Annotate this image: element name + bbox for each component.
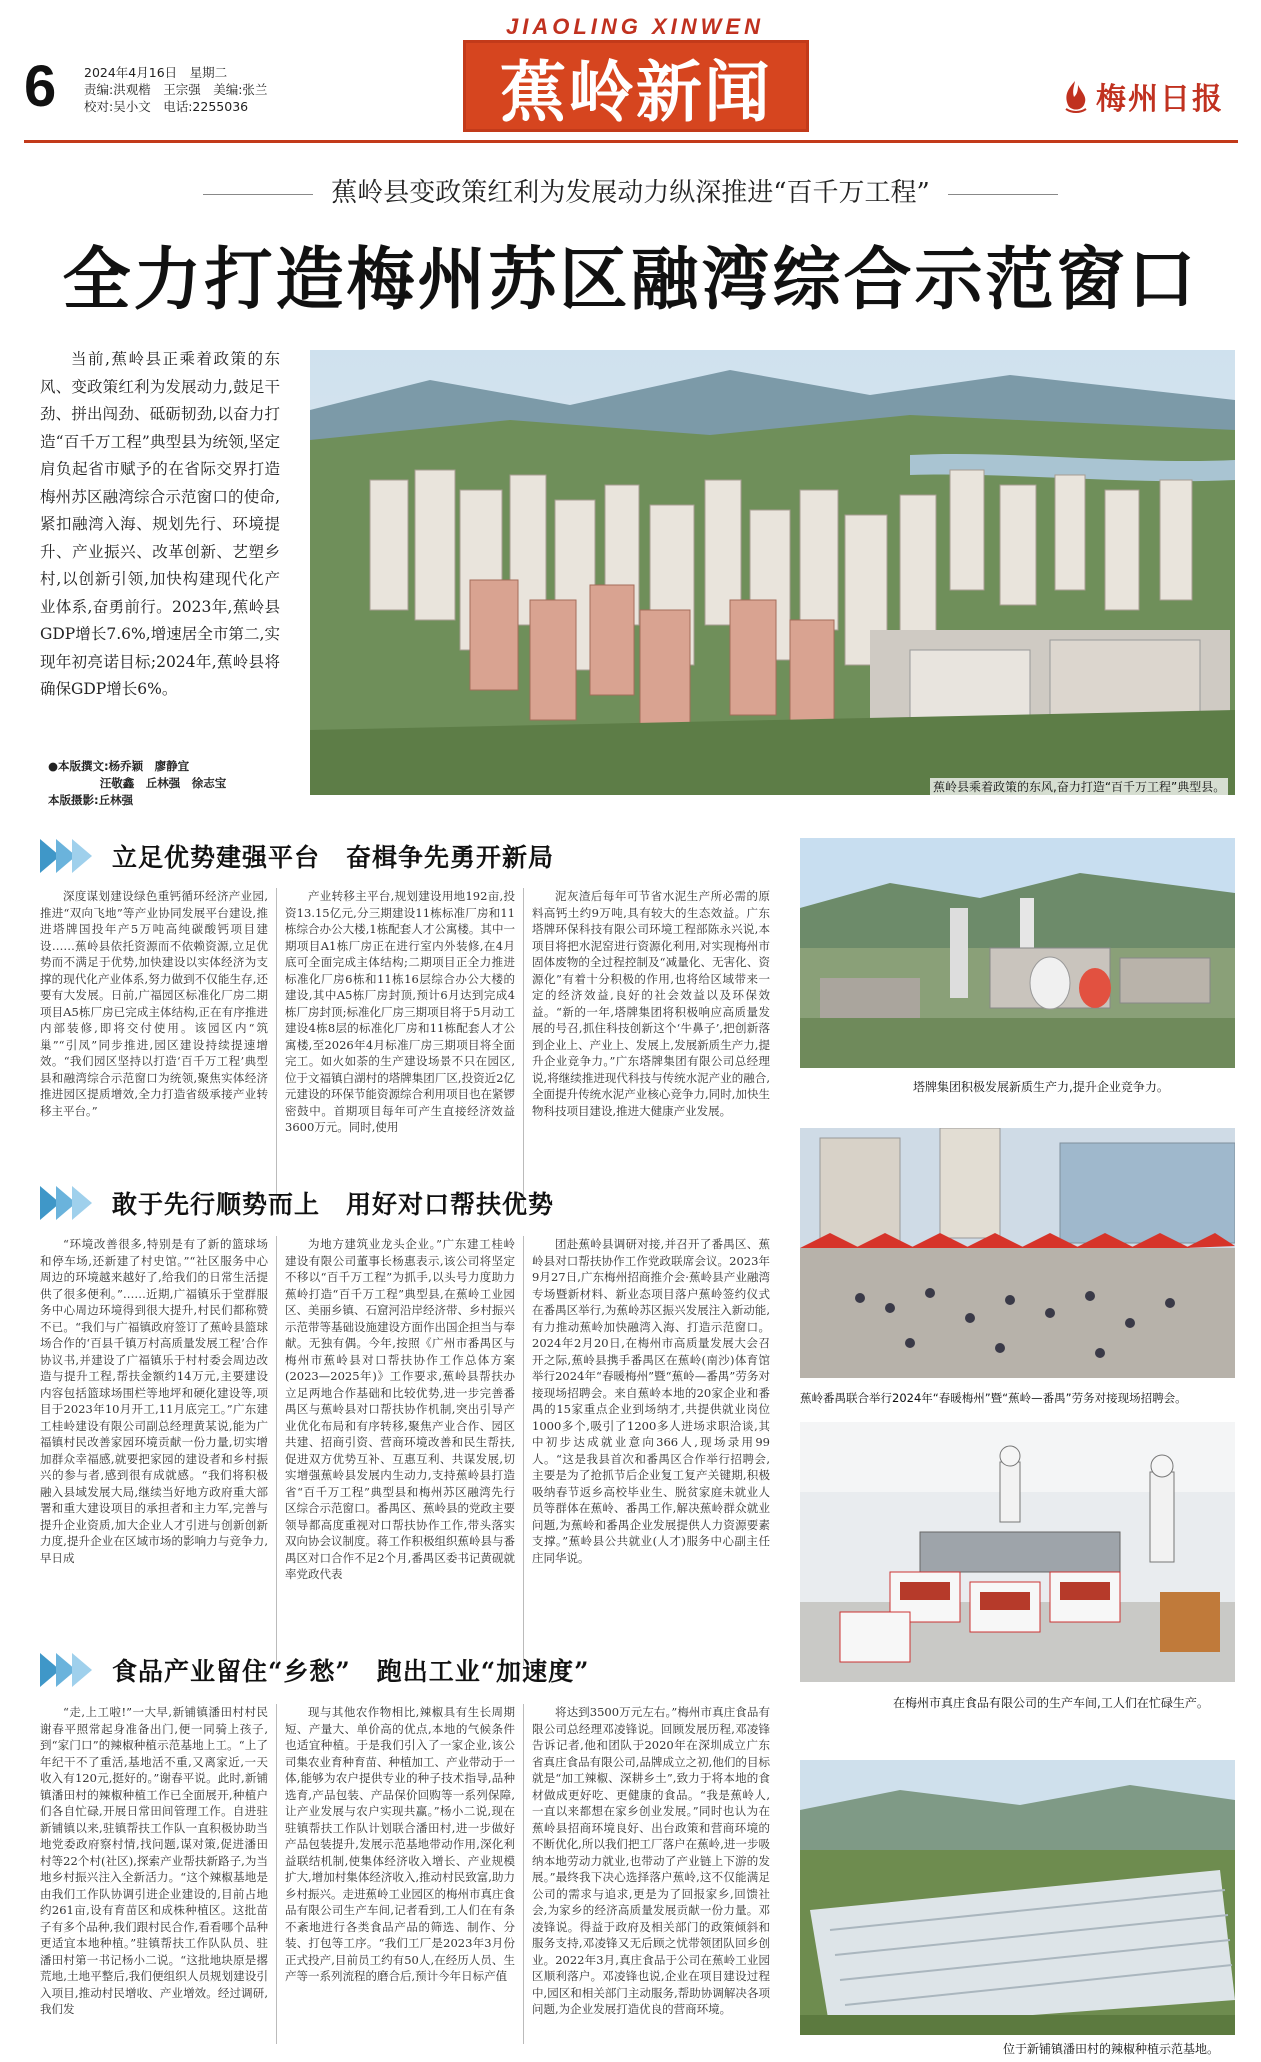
credit-line: 本版摄影:丘林强 [48,793,134,807]
section-3-column-1: “走,上工啦!”一大早,新铺镇潘田村村民谢春平照常起身准备出门,便一同骑上孩子,到“家门口”的辣椒种植示范基地上工。“上了年纪干不了重活,基地活不重,又离家近,一天收入有120元,挺好的。”谢春平说。此时,新铺镇潘田村的辣椒种植工作已全面展开,种植户们各自忙碌,开展日常田间管理工作。自进驻新铺镇以来,驻镇帮扶工作队一直积极协助当地党委政府察村情,找问题,谋对策,促进潘田村等22个村(社区),探索产业帮扶新路子,为当地乡村振兴注入全新活力。“这个辣椒基地是由我们工作队协调引进企业建设的,目前占地约261亩,设有育苗区和成株种植区。这批苗子有多个品种,我们跟村民合作,看看哪个品种更适宜本地种植。”驻镇帮扶工作队队员、驻潘田村第一书记杨小二说。“这批地块原是撂荒地,土地平整后,我们便组织人员规划建设引入项目,推动村民增收、产业增效。经过调研,我们发 [40,1705,268,2016]
column-divider [276,1236,277,1666]
paper-logo [1060,74,1224,118]
section-title: 食品产业留住“乡愁” 跑出工业“加速度” [112,1657,590,1686]
farmland-image [800,1760,1235,2035]
chili-base-photo [800,1760,1235,2035]
section-3-column-2: 现与其他农作物相比,辣椒具有生长周期短、产量大、单价高的优点,本地的气候条件也适宜种植。于是我们引入了一家企业,该公司集农业育种育苗、种植加工、产业带动于一体,能够为农户提供专业的种子技术指导,品种选育,产品包装、产品保价回购等一系列保障,让产业发展与农户实现共赢。”杨小二说,现在驻镇帮扶工作队计划联合潘田村,进一步做好产品包装提升,发展示范基地带动作用,深化利益联结机制,使集体经济收入增长、产业规模扩大,增加村集体经济收入,推动村民致富,助力乡村振兴。走进蕉岭工业园区的梅州市真庄食品有限公司生产车间,记者看到,工人们在有条不紊地进行各类食品产品的筛选、制作、分装、打包等工序。“我们工厂是2023年3月份正式投产,目前员工约有50人,在经历人员、生产等一系列流程的磨合后,预计今年日标产值 [285,1705,515,1983]
column-divider [523,1704,524,2044]
article-kicker: 蕉岭县变政策红利为发展动力纵深推进“百千万工程” [0,172,1261,209]
article-headline: 全力打造梅州苏区融湾综合示范窗口 [62,240,1199,320]
section-header-1 [40,838,554,874]
section-2-column-1: “环境改善很多,特别是有了新的篮球场和停车场,还新建了村史馆。”“社区服务中心周边的环境越来越好了,给我们的日常生活提供了很多便利。”……近期,广福镇乐于堂群服务中心周边环境得到很大提升,村民们都称赞不已。“我们与广福镇政府签订了蕉岭县篮球场合作的‘百县千镇万村高质量发展工程’合作协议书,并建设了广福镇乐于村村委会周边改造与提升工程,帮扶金额约14万元,主要建设内容包括篮球场围栏等地坪和硬化建设等,项目于2023年10月开工,11月底完工。”广东建工桂岭建设有限公司副总经理黄某说,能为广福镇村民改善家园环境贡献一份力量,切实增加群众幸福感,就要把家园的建设者和乡村振兴的参与者,感到很有成就感。“我们将积极融入县域发展大局,继续当好地方政府重大部署和重大建设项目的承担者和主力军,完善与提升企业资质,加大企业人才引进与创新创新力度,提升企业在区域市场的影响力与竞争力,早日成 [40,1237,268,1565]
main-photo-caption: 蕉岭县乘着政策的东风,奋力打造“百千万工程”典型县。 [930,778,1228,795]
section-1-column-1: 深度谋划建设绿色重钙循环经济产业园,推进“双向飞地”等产业协同发展平台建设,推进塔牌国投年产5万吨高纯碳酸钙项目建设……蕉岭县依托资源而不依赖资源,立足优势而不满足于优势,加快建设以实体经济为支撑的现代化产业体系,努力做到不仅能生存,还要有大发展。日前,广福园区标准化厂房二期项目A5栋厂房已完成主体结构,正在有序推进内部装修,即将交付使用。该园区内“筑巢”“引凤”同步推进,园区建设持续提速增效。“我们园区坚持以打造‘百千万工程’典型县和融湾综合示范窗口为统领,聚焦实体经济推进园区提质增效,全力打造省级承接产业转移主平台。” [40,889,268,1118]
flame-logo-icon [1060,79,1090,113]
column-divider [523,1236,524,1666]
column-divider [276,1704,277,2044]
section-1-column-3: 泥灰渣后每年可节省水泥生产所必需的原料高钙土约9万吨,具有较大的生态效益。广东塔牌环保科技有限公司环境工程部陈永兴说,本项目将把水泥窑进行资源化利用,对实现梅州市固体废物的全过程控制及“减量化、无害化、资源化”有着十分积极的作用,也将给区域带来一定的经济效益,良好的社会效益以及环保效益。“新的一年,塔牌集团将积极响应高质量发展的号召,抓住科技创新这个‘牛鼻子’,把创新落到企业上、产业上、发展上,发展新质生产力,提升企业竞争力。”广东塔牌集团有限公司总经理说,将继续推进现代科技与传统水泥产业的融合,全面提升传统水泥产业核心竞争力,同时,加快生物科技项目建设,推进大健康产业发展。 [532,889,770,1118]
chevron-right-icon [40,839,88,873]
job-fair-image [800,1128,1235,1378]
chevron-right-icon [40,1653,88,1687]
credits [48,758,278,809]
factory-image [800,838,1235,1068]
credit-line: 汪敬鑫 丘林强 徐志宝 [99,776,227,790]
food-factory-image [800,1422,1235,1682]
main-photo [310,350,1235,795]
section-header-3 [40,1652,590,1688]
section-1-column-2: 产业转移主平台,规划建设用地192亩,投资13.15亿元,分三期建设11栋标准厂房和11栋综合办公大楼,1栋配套人才公寓楼。其中一期项目A1栋厂房正在进行室内外装修,在4月底可全面完成主体结构;二期项目正全力推进标准化厂房6栋和11栋16层综合办公大楼的建设,其中A5栋厂房封顶,预计6月达到完成4栋厂房封顶;标准化厂房三期项目将于5月动工建设4栋8层的标准化厂房和11栋配套人才公寓楼,至2026年4月标准厂房三期项目将全面完工。如火如荼的生产建设场景不只在园区,位于文福镇白湖村的塔牌集团厂区,投资近2亿元建设的环保节能资源综合利用项目也在紧锣密鼓中。首期项目每年可产生直接经济效益3600万元。同时,使用 [285,889,515,1134]
chevron-right-icon [40,1186,88,1220]
food-factory-photo [800,1422,1235,1682]
section-header-2 [40,1185,554,1221]
section-title: 立足优势建强平台 奋楫争先勇开新局 [112,843,555,872]
proof-line: 校对:吴小文 电话:2255036 [84,99,249,114]
section-2-column-2: 为地方建筑业龙头企业。”广东建工桂岭建设有限公司董事长杨惠表示,该公司将坚定不移以“百千万工程”为抓手,以头号力度助力蕉岭打造“百千万工程”典型县,在蕉岭工业园区、美丽乡镇、石窟河沿岸经济带、乡村振兴示范带等基础设施建设方面作出国企担当与奉献。无独有偶。今年,按照《广州市番禺区与梅州市蕉岭县对口帮扶协作工作总体方案(2023—2025年)》工作要求,蕉岭县帮扶办立足两地合作基础和比较优势,进一步完善番禺区与蕉岭县对口帮扶协作机制,突出引导产业优化布局和有序转移,聚焦产业合作、园区共建、招商引资、营商环境改善和民生帮扶,促进双方优势互补、互惠互利、共谋发展,切实增强蕉岭县发展内生动力,支持蕉岭县打造省“百千万工程”典型县和梅州苏区融湾先行区综合示范窗口。番禺区、蕉岭县的党政主要领导都高度重视对口帮扶协作工作,带头落实双向协会议制度。蒋工作积极组织蕉岭县与番禺区对口合作不足2个月,番禺区委书记黄砚就率党政代表 [285,1237,515,1581]
section-2-column-3: 团赴蕉岭县调研对接,并召开了番禺区、蕉岭县对口帮扶协作工作党政联席会议。2023年9月27日,广东梅州招商推介会·蕉岭县产业融湾专场暨新材料、新业态项目落户蕉岭签约仪式在番禺区举行,为蕉岭苏区振兴发展注入新动能,有力推动蕉岭加快融湾入海、打造示范窗口。2024年2月20日,在梅州市高质量发展大会召开之际,蕉岭县携手番禺区在蕉岭(南沙)体育馆举行2024年“春暖梅州”暨“蕉岭—番禺”劳务对接现场招聘会。来自蕉岭本地的20家企业和番禺的15家重点企业到场纳才,共提供就业岗位1000多个,吸引了1200多人进场求职洽谈,其中初步达成就业意向366人,现场录用99人。“这是我县首次和番禺区合作举行招聘会,主要是为了抢抓节后企业复工复产关键期,积极吸纳春节返乡高校毕业生、脱贫家庭未就业人员等群体在蕉岭、番禺工作,解决蕉岭群众就业问题,为蕉岭和番禺企业发展提供人力资源要素支撑。”蕉岭县公共就业(人才)服务中心副主任庄同华说。 [532,1237,770,1565]
section-name: 蕉岭新闻 [500,53,772,131]
section-title: 敢于先行顺势而上 用好对口帮扶优势 [112,1190,555,1219]
job-fair-photo [800,1128,1235,1378]
cement-plant-caption: 塔牌集团积极发展新质生产力,提升企业竞争力。 [913,1080,1169,1094]
page-number: 6 [24,54,57,119]
section-nameplate [463,40,809,132]
column-divider [276,888,277,1208]
food-factory-caption: 在梅州市真庄食品有限公司的生产车间,工人们在忙碌生产。 [893,1696,1209,1710]
section-3-column-3: 将达到3500万元左右。”梅州市真庄食品有限公司总经理邓凌锋说。回顾发展历程,邓凌锋告诉记者,他和团队于2020年在深圳成立广东省真庄食品有限公司,品牌成立之初,他们的目标就是“加工辣椒、深耕乡土”,致力于将本地的食材做成更好吃、更健康的食品。“我是蕉岭人,一直以来都想在家乡创业发展。”同时也认为在蕉岭县招商环境良好、出台政策和营商环境的不断优化,所以我们把工厂落户在蕉岭,进一步吸纳本地劳动力就业,也带动了产业链上下游的发展。”最终我下决心选择落户蕉岭,这不仅能满足公司的需求与追求,更是为了回报家乡,回馈社会,为家乡的经济高质量发展贡献一份力量。邓凌锋说。得益于政府及相关部门的政策倾斜和服务支持,邓凌锋又无后顾之忧带领团队回乡创业。2022年3月,真庄食品于公司在蕉岭工业园区顺利落户。邓凌锋也说,企业在项目建设过程中,园区和相关部门主动服务,帮助协调解决各项问题,为企业发展打造优良的营商环境。 [532,1705,770,2016]
date-line: 2024年4月16日 星期二 [84,65,228,80]
chili-base-caption: 位于新铺镇潘田村的辣椒种植示范基地。 [1000,2040,1222,2057]
paper-logo-text: 梅州日报 [1096,82,1224,117]
lead-paragraph: 当前,蕉岭县正乘着政策的东风、变政策红利为发展动力,鼓足干劲、拼出闯劲、砥砺韧劲,以奋力打造“百千万工程”典型县为统领,坚定肩负起省市赋予的在省际交界打造梅州苏区融湾综合示范窗口的使命,紧扣融湾入海、规划先行、环境提升、产业振兴、改革创新、艺塑乡村,以创新引领,加快构建现代化产业体系,奋勇前行。2023年,蕉岭县GDP增长7.6%,增速居全市第二,实现年初亮诺目标;2024年,蕉岭县将确保GDP增长6%。 [40,350,280,698]
column-divider [523,888,524,1208]
cement-plant-photo [800,838,1235,1068]
masthead-rule [24,140,1238,143]
credit-line: ●本版撰文:杨乔颖 廖静宜 [48,759,190,773]
editor-line: 责编:洪观楷 王宗强 美编:张兰 [84,82,268,97]
city-aerial-image [310,350,1235,795]
section-pinyin: JIAOLING XINWEN [505,14,764,39]
edition-info [84,64,334,115]
job-fair-caption: 蕉岭番禺联合举行2024年“春暖梅州”暨“蕉岭—番禺”劳务对接现场招聘会。 [800,1391,1187,1405]
